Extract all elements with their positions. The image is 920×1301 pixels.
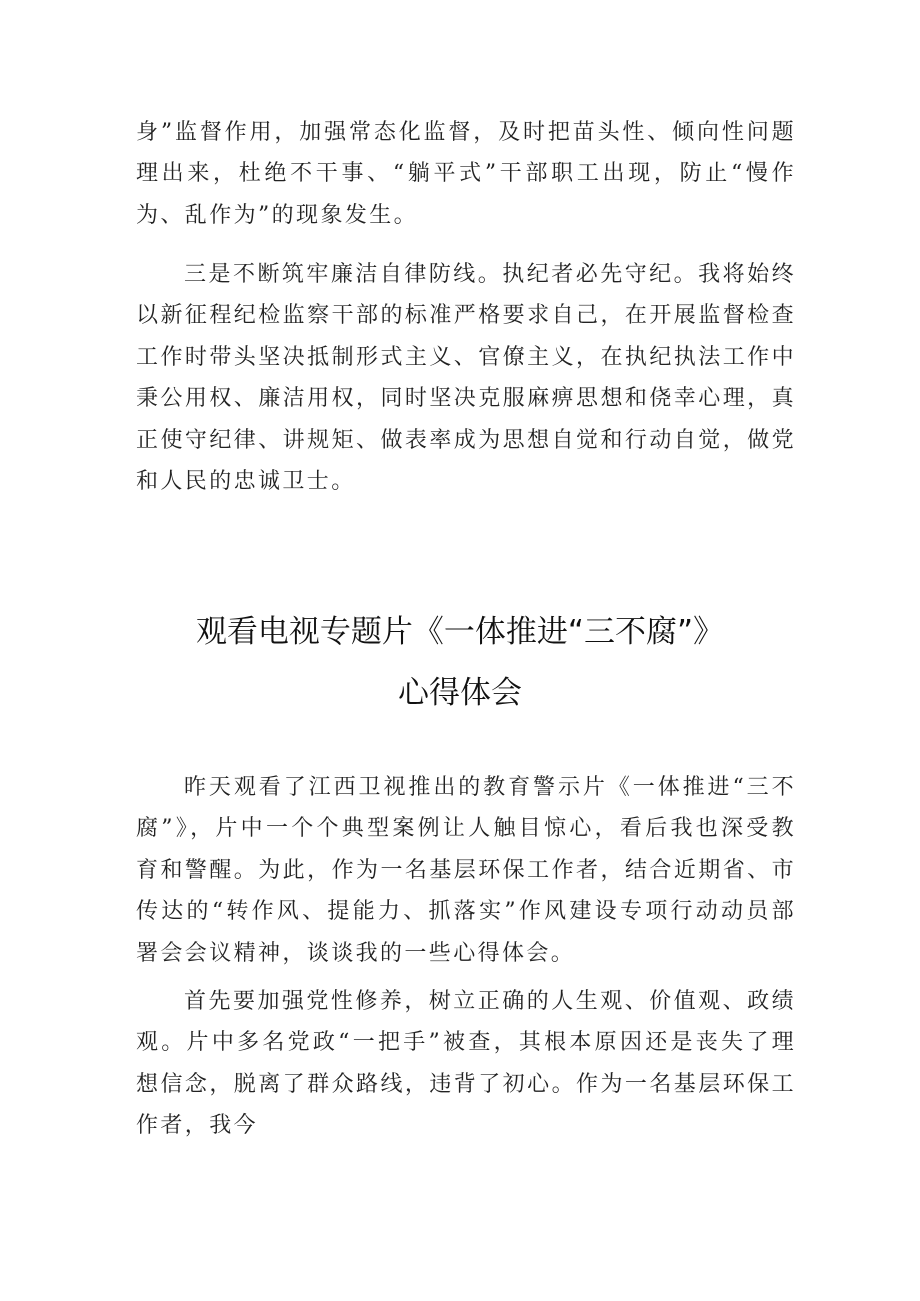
article-title-line-2: 心得体会 xyxy=(398,675,522,711)
point-three-paragraph: 三是不断筑牢廉洁自律防线。执纪者必先守纪。我将始终以新征程纪检监察干部的标准严格要求自己，在开展监督检查工作时带头坚决抵制形式主义、官僚主义，在执纪执法工作中秉公用权、廉洁用权，同时坚决克服麻痹思想和侥幸心理，真正使守纪律、讲规矩、做表率成为思想自觉和行动自觉，做党和人民的忠诚卫士。 xyxy=(136,262,796,495)
article-title-line-1: 观看电视专题片《一体推进“三不腐”》 xyxy=(195,614,725,650)
intro-paragraph: 昨天观看了江西卫视推出的教育警示片《一体推进“三不腐”》，片中一个个典型案例让人触目惊心，看后我也深受教育和警醒。为此，作为一名基层环保工作者，结合近期省、市传达的“转作风、提能力、抓落实”作风建设专项行动动员部署会会议精神，谈谈我的一些心得体会。 xyxy=(136,775,796,966)
carryover-paragraph: 身”监督作用，加强常态化监督，及时把苗头性、倾向性问题理出来，杜绝不干事、“躺平式”干部职工出现，防止“慢作为、乱作为”的现象发生。 xyxy=(136,120,796,228)
first-point-paragraph: 首先要加强党性修养，树立正确的人生观、价值观、政绩观。片中多名党政“一把手”被查，其根本原因还是丧失了理想信念，脱离了群众路线，违背了初心。作为一名基层环保工作者，我今 xyxy=(136,989,796,1139)
